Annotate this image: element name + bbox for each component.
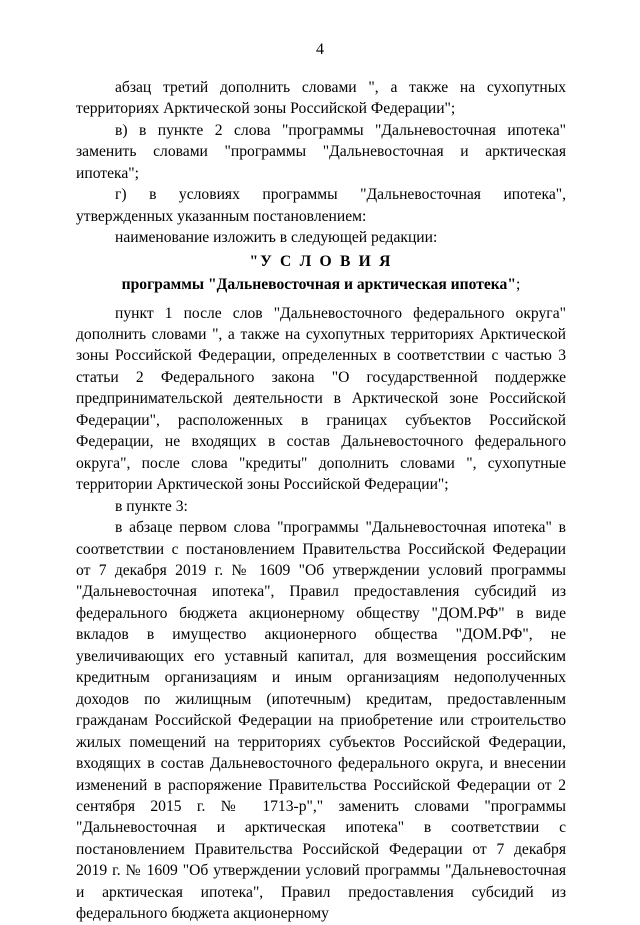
page-number: 4 (316, 41, 324, 58)
paragraph-point-3-intro: в пункте 3: (115, 497, 188, 515)
paragraph-name-edit: наименование изложить в следующей редакции: (115, 229, 438, 247)
document-body (76, 77, 566, 925)
subtitle-suffix: ; (516, 276, 521, 294)
paragraph-item-g: г) в условиях программы "Дальневосточная ипотека", утвержденных указанным постановлением: (76, 186, 566, 225)
section-title: "У С Л О В И Я (249, 252, 393, 270)
paragraph-item-v: в) в пункте 2 слова "программы "Дальневосточная ипотека" заменить словами "программы "Дальневосточная и арктическая ипотека"; (76, 121, 566, 182)
paragraph-point-3-first: в абзаце первом слова "программы "Дальневосточная ипотека" в соответствии с постановлением Правительства Российской Федерации от 7 декабря 2019 г. № 1609 "Об утверждении условий программы "Дальневосточная ипотека", Правил предоставления субсидий из федерального бюджета акционерному обществу "ДОМ.РФ" в виде вкладов в имущество акционерного общества "ДОМ.РФ", не увеличивающих его уставный капитал, для возмещения российским кредитным организациям и иным организациям недополученных доходов по жилищным (ипотечным) кредитам, предоставленным гражданам Российской Федерации на приобретение или строительство жилых помещений на территориях субъектов Российской Федерации, входящих в состав Дальневосточного федерального округа, и внесении изменений в распоряжение Правительства Российской Федерации от 2 сентября 2015 г. № 1713-р"," заменить словами "программы "Дальневосточная и арктическая ипотека" в соответствии с постановлением Правительства Российской Федерации от 7 декабря 2019 г. № 1609 "Об утверждении условий программы "Дальневосточная и арктическая ипотека", Правил предоставления субсидий из федерального бюджета акционерному (76, 519, 566, 923)
section-subtitle (76, 274, 566, 295)
paragraph-point-1: пункт 1 после слов "Дальневосточного федерального округа" дополнить словами ", а также на сухопутных территориях Арктической зоны Российской Федерации, определенных в соответствии с частью 3 статьи 2 Федерального закона "О государственной поддержке предпринимательской деятельности в Арктической зоне Российской Федерации", расположенных в границах субъектов Российской Федерации, не входящих в состав Дальневосточного федерального округа", после слова "кредиты" дополнить словами ", сухопутные территории Арктической зоны Российской Федерации"; (76, 304, 566, 494)
paragraph-amend-third: абзац третий дополнить словами ", а также на сухопутных территориях Арктической зоны Российской Федерации"; (76, 79, 566, 118)
subtitle-text: программы "Дальневосточная и арктическая ипотека" (121, 276, 517, 294)
